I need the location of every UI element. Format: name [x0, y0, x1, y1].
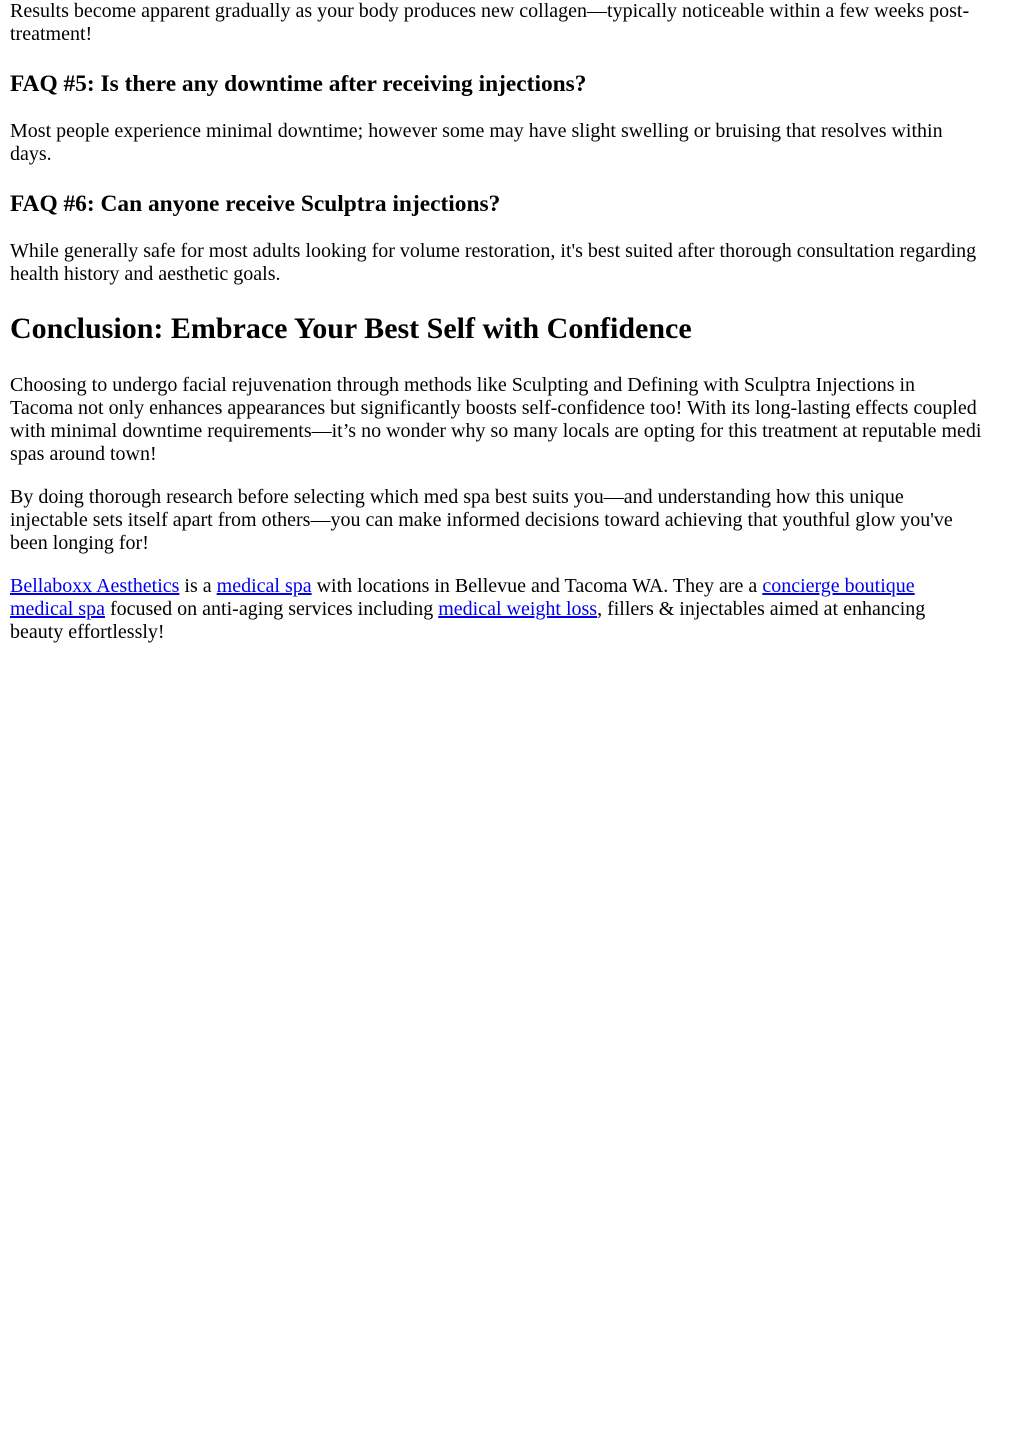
intro-line-2: treatment!: [10, 23, 93, 45]
conclusion-paragraph-2: [10, 486, 1024, 555]
intro-line-1: Results become apparent gradually as your body produces new collagen—typically noticeable within a few weeks post-: [10, 0, 970, 22]
conclusion-p1-line-3: with minimal downtime requirements—it’s no wonder why so many locals are opting for this treatment at reputable medi: [10, 420, 982, 442]
bio-text-focused: focused on anti-aging services including: [104, 598, 439, 620]
bellaboxx-aesthetics-link[interactable]: Bellaboxx Aesthetics: [10, 575, 180, 597]
conclusion-heading: Conclusion: Embrace Your Best Self with Confidence: [10, 312, 692, 345]
conclusion-paragraph-1: [10, 374, 1024, 466]
faq5-answer: [10, 120, 1024, 166]
faq6-answer: [10, 240, 1024, 286]
medical-weight-loss-link[interactable]: medical weight loss: [438, 598, 598, 620]
conclusion-p2-line-1: By doing thorough research before selecting which med spa best suits you—and understanding how this unique: [10, 486, 904, 508]
conclusion-p1-line-2: Tacoma not only enhances appearances but significantly boosts self-confidence too! With its long-lasting effects coupled: [10, 397, 977, 419]
company-bio-paragraph: [10, 575, 1024, 644]
bio-text-locations: with locations in Bellevue and Tacoma WA. They are a: [311, 575, 763, 597]
faq5-answer-line-1: Most people experience minimal downtime; however some may have slight swelling or bruising that resolves within: [10, 120, 943, 142]
faq6-answer-line-1: While generally safe for most adults looking for volume restoration, it's best suited after thorough consultation regarding: [10, 240, 977, 262]
bio-text-fillers: , fillers & injectables aimed at enhancing: [597, 598, 926, 620]
bio-text-last-line: beauty effortlessly!: [10, 621, 165, 643]
article-body: [10, 0, 1024, 644]
intro-paragraph: [10, 0, 1024, 46]
faq6-answer-line-2: health history and aesthetic goals.: [10, 263, 281, 285]
faq5-heading: FAQ #5: Is there any downtime after receiving injections?: [10, 71, 587, 97]
concierge-boutique-medical-spa-link[interactable]: medical spa: [10, 598, 105, 620]
bio-text-is-a: is a: [179, 575, 217, 597]
faq5-answer-line-2: days.: [10, 143, 52, 165]
medical-spa-link[interactable]: medical spa: [216, 575, 312, 597]
faq6-heading: FAQ #6: Can anyone receive Sculptra injections?: [10, 191, 501, 217]
conclusion-p1-line-4: spas around town!: [10, 443, 157, 465]
concierge-boutique-link[interactable]: concierge boutique: [762, 575, 915, 597]
conclusion-p2-line-3: been longing for!: [10, 532, 149, 554]
conclusion-p1-line-1: Choosing to undergo facial rejuvenation through methods like Sculpting and Defining with Sculptra Injections in: [10, 374, 916, 396]
conclusion-p2-line-2: injectable sets itself apart from others—you can make informed decisions toward achieving that youthful glow you've: [10, 509, 953, 531]
